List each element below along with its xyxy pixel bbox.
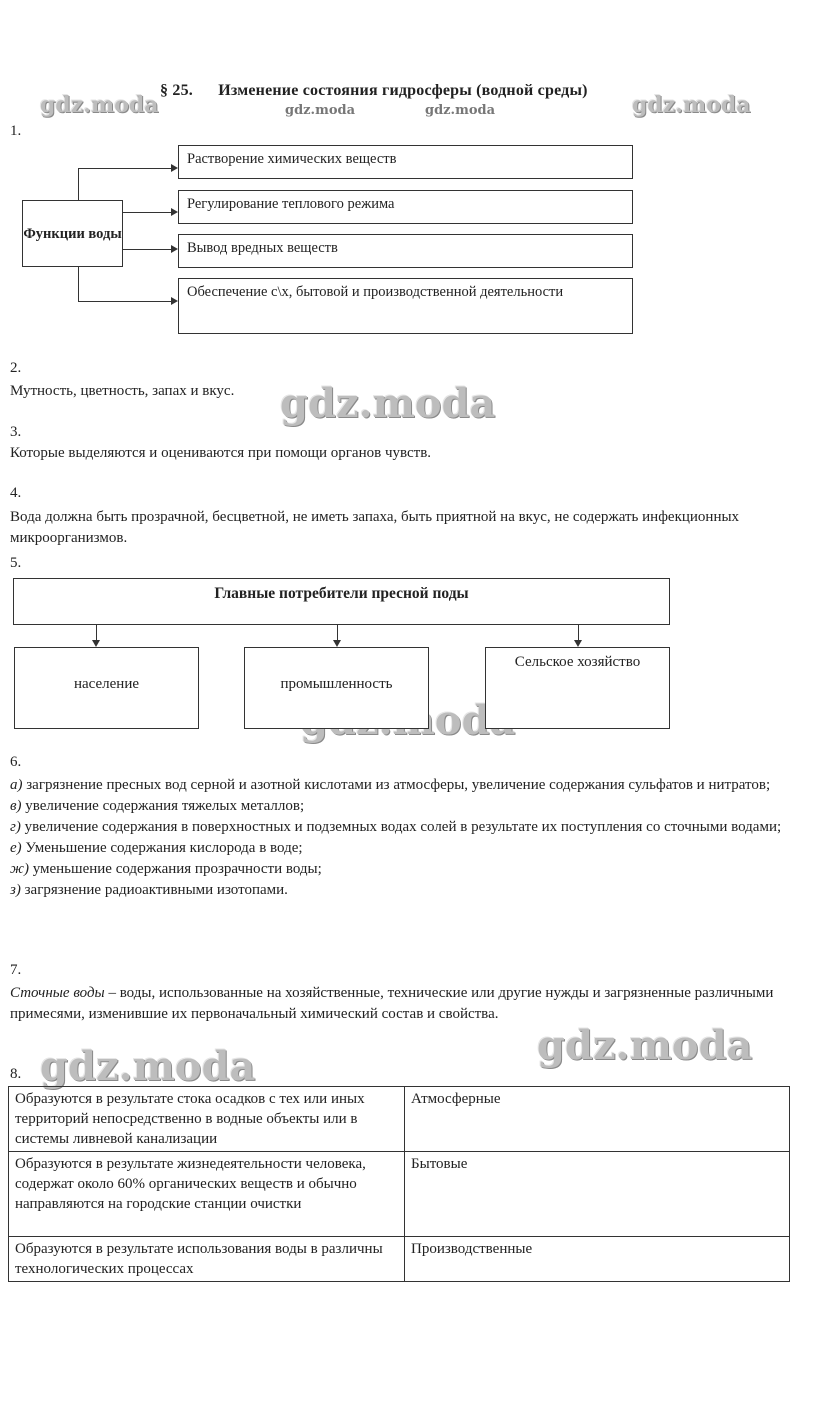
answer-label: ж) [10, 861, 29, 877]
answer-label: в) [10, 798, 22, 814]
watermark: gdz.moda [280, 380, 496, 427]
table-row [9, 1237, 790, 1282]
section-number: § 25. [160, 82, 193, 99]
table-cell-description: Образуются в результате стока осадков с тех или иных территорий непосредственно в водные объекты или в системы ливневой канализации [9, 1087, 405, 1152]
consumers-header-label: Главные потребители пресной поды [214, 585, 469, 602]
question-number: 8. [10, 1066, 22, 1082]
watermark: gdz.moda [40, 1043, 256, 1090]
question-number: 6. [10, 754, 22, 770]
answer-item-text: загрязнение пресных вод серной и азотной кислотами из атмосферы, увеличение содержания сульфатов и нитратов; [22, 777, 771, 793]
answer-item-text: увеличение содержания в поверхностных и подземных водах солей в результате их поступления со сточными водами; [20, 819, 782, 835]
watermark: gdz.moda [537, 1022, 753, 1069]
answer-item-text: увеличение содержания тяжелых металлов; [21, 798, 305, 814]
connector-line [78, 168, 172, 169]
answer-line [10, 796, 800, 817]
arrow-down-icon [92, 640, 100, 647]
connector-line [78, 267, 79, 301]
answer-item-text: Уменьшение содержания кислорода в воде; [21, 840, 303, 856]
function-item: Регулирование теплового режима [178, 190, 633, 224]
table-row [9, 1087, 790, 1152]
connector-line [123, 212, 172, 213]
answer-text [10, 983, 800, 1025]
answer-line [10, 838, 800, 859]
definition-text: – воды, использованные на хозяйственные, технические или другие нужды и загрязненные различными примесями, изменившие их первоначальный химический состав и свойства. [10, 985, 774, 1022]
consumers-header-box [13, 578, 670, 625]
consumer-label: население [73, 676, 140, 692]
question-number: 4. [10, 485, 22, 501]
answer-label: г) [10, 819, 21, 835]
answer-list [10, 775, 800, 901]
arrow-right-icon [171, 164, 178, 172]
watermark: gdz.moda [632, 92, 751, 118]
arrow-down-icon [333, 640, 341, 647]
answer-item-text: загрязнение радиоактивными изотопами. [20, 882, 288, 898]
answer-label: з) [10, 882, 21, 898]
watermark: gdz.moda [285, 103, 356, 118]
table-cell-type: Производственные [405, 1237, 790, 1282]
answer-line [10, 817, 800, 838]
question-number: 2. [10, 360, 22, 376]
answer-text: Мутность, цветность, запах и вкус. [10, 383, 235, 399]
answer-label: е) [10, 840, 22, 856]
functions-center-box [22, 200, 123, 267]
arrow-right-icon [171, 245, 178, 253]
question-number: 1. [10, 123, 22, 139]
question-number: 7. [10, 962, 22, 978]
consumer-box [14, 647, 199, 729]
answer-line [10, 859, 800, 880]
consumer-box [485, 647, 670, 729]
table-cell-description: Образуются в результате использования воды в различны технологических процессах [9, 1237, 405, 1282]
consumer-label: промышленность [280, 676, 393, 692]
arrow-right-icon [171, 297, 178, 305]
question-number: 5. [10, 555, 22, 571]
function-item: Вывод вредных веществ [178, 234, 633, 268]
definition-term: Сточные воды [10, 985, 105, 1001]
answer-label: а) [10, 777, 23, 793]
watermark: gdz.moda [40, 92, 159, 118]
watermark: gdz.moda [425, 103, 496, 118]
table-cell-description: Образуются в результате жизнедеятельности человека, содержат около 60% органических веществ и обычно направляются на городские станции очистки [9, 1152, 405, 1237]
connector-line [78, 301, 172, 302]
answer-text: Которые выделяются и оцениваются при помощи органов чувств. [10, 445, 432, 461]
function-item: Обеспечение с\х, бытовой и производственной деятельности [178, 278, 633, 334]
arrow-right-icon [171, 208, 178, 216]
connector-line [337, 625, 338, 641]
answer-line [10, 880, 800, 901]
answer-item-text: уменьшение содержания прозрачности воды; [28, 861, 322, 877]
answer-line [10, 775, 800, 796]
answer-text: Вода должна быть прозрачной, бесцветной, не иметь запаха, быть приятной на вкус, не содержать инфекционных микроорганизмов. [10, 509, 740, 546]
page-title [160, 82, 588, 100]
arrow-down-icon [574, 640, 582, 647]
question-number: 3. [10, 424, 22, 440]
connector-line [123, 249, 172, 250]
connector-line [96, 625, 97, 641]
connector-line [78, 168, 79, 200]
section-title: Изменение состояния гидросферы (водной среды) [218, 82, 588, 99]
consumer-label: Сельское хозяйство [514, 654, 641, 670]
table-cell-type: Атмосферные [405, 1087, 790, 1152]
table-cell-type: Бытовые [405, 1152, 790, 1237]
consumer-box [244, 647, 429, 729]
table-row [9, 1152, 790, 1237]
wastewater-table [8, 1086, 790, 1282]
connector-line [578, 625, 579, 641]
functions-center-label: Функции воды [23, 225, 122, 242]
function-item: Растворение химических веществ [178, 145, 633, 179]
